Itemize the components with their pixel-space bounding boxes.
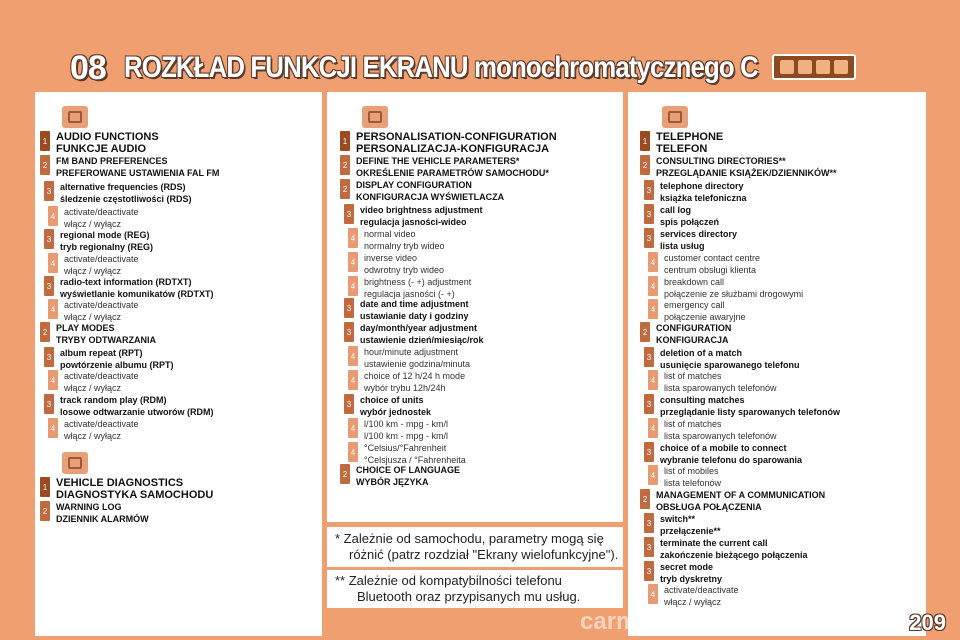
level-marker: 4: [648, 465, 658, 485]
level-marker: 2: [340, 464, 350, 484]
level-marker: 3: [644, 347, 654, 367]
menu-entry: [44, 394, 214, 418]
menu-entry-text: choice of 12 h/24 h mode wybór trybu 12h/24h: [364, 371, 466, 393]
menu-entry-text: activate/deactivate włącz / wyłącz: [64, 419, 139, 441]
footnote-1-line-1: * Zależnie od samochodu, parametry mogą się: [335, 531, 604, 546]
level-marker: 3: [344, 394, 354, 414]
menu-entry: [644, 180, 747, 204]
menu-entry-text: album repeat (RPT) powtórzenie albumu (RPT): [60, 348, 174, 370]
menu-entry: [44, 276, 214, 300]
menu-entry: [344, 298, 469, 322]
level-marker: 4: [348, 228, 358, 248]
level-marker: 4: [48, 370, 58, 390]
menu-entry-text: DEFINE THE VEHICLE PARAMETERS* OKREŚLENIE PARAMETRÓW SAMOCHODU*: [356, 156, 549, 178]
menu-entry: [348, 370, 465, 394]
menu-entry: [640, 155, 837, 179]
menu-entry-text: consulting matches przeglądanie listy sparowanych telefonów: [660, 395, 841, 417]
menu-entry-text: °Celsius/°Fahrenheit °Celsjusza / °Fahrenheita: [364, 443, 466, 465]
menu-entry: [640, 131, 723, 155]
menu-entry: [648, 418, 777, 442]
menu-entry: [40, 501, 149, 525]
footnote-2-line-1: ** Zależnie od kompatybilności telefonu: [335, 573, 562, 588]
menu-entry-text: activate/deactivate włącz / wyłącz: [64, 254, 139, 276]
menu-entry-text: activate/deactivate włącz / wyłącz: [64, 300, 139, 322]
menu-entry: [44, 181, 192, 205]
menu-entry-text: breakdown call połączenie ze służbami drogowymi: [664, 277, 804, 299]
level-marker: 2: [340, 179, 350, 199]
menu-entry: [344, 322, 484, 346]
level-marker: 4: [348, 442, 358, 462]
level-marker: 3: [644, 513, 654, 533]
menu-entry-text: list of matches lista sparowanych telefonów: [664, 419, 777, 441]
menu-entry-text: FM BAND PREFERENCES PREFEROWANE USTAWIENIA FAL FM: [56, 156, 220, 178]
menu-entry: [648, 465, 721, 489]
menu-entry-text: PLAY MODES TRYBY ODTWARZANIA: [56, 323, 156, 345]
level-marker: 4: [648, 252, 658, 272]
level-marker: 3: [644, 228, 654, 248]
menu-entry-text: radio-text information (RDTXT) wyświetlanie komunikatów (RDTXT): [60, 277, 214, 299]
menu-entry-text: terminate the current call zakończenie bieżącego połączenia: [660, 538, 808, 560]
level-marker: 3: [644, 394, 654, 414]
level-marker: 1: [640, 131, 650, 151]
menu-entry-text: MANAGEMENT OF A COMMUNICATION OBSŁUGA POŁĄCZENIA: [656, 490, 826, 512]
menu-entry-text: AUDIO FUNCTIONS FUNKCJE AUDIO: [56, 131, 159, 155]
menu-entry-text: PERSONALISATION-CONFIGURATION PERSONALIZACJA-KONFIGURACJA: [356, 131, 557, 155]
level-marker: 3: [644, 180, 654, 200]
level-marker: 4: [648, 299, 658, 319]
menu-entry-text: video brightness adjustment regulacja jasności-wideo: [360, 205, 483, 227]
level-marker: 3: [644, 537, 654, 557]
menu-entry-text: hour/minute adjustment ustawienie godzina/minuta: [364, 347, 471, 369]
menu-entry-text: normal video normalny tryb wideo: [364, 229, 445, 251]
menu-entry: [644, 442, 802, 466]
level-marker: 3: [44, 276, 54, 296]
menu-entry: [344, 394, 431, 418]
level-marker: 2: [640, 322, 650, 342]
level-marker: 2: [640, 489, 650, 509]
menu-entry: [48, 370, 139, 394]
menu-entry-text: choice of a mobile to connect wybranie telefonu do sparowania: [660, 443, 803, 465]
menu-entry: [648, 370, 777, 394]
menu-entry: [40, 477, 213, 501]
wrench-icon: [62, 452, 88, 474]
level-marker: 4: [648, 418, 658, 438]
level-marker: 4: [48, 299, 58, 319]
level-marker: 4: [348, 370, 358, 390]
menu-entry: [644, 561, 722, 585]
menu-entry: [40, 131, 159, 155]
level-marker: 3: [44, 229, 54, 249]
menu-entry-text: DISPLAY CONFIGURATION KONFIGURACJA WYŚWIETLACZA: [356, 180, 505, 202]
menu-entry: [640, 489, 825, 513]
level-marker: 2: [640, 155, 650, 175]
menu-entry: [648, 584, 739, 608]
menu-entry: [644, 347, 800, 371]
menu-entry: [48, 418, 139, 442]
menu-entry-text: CONFIGURATION KONFIGURACJA: [656, 323, 732, 345]
menu-entry-text: inverse video odwrotny tryb wideo: [364, 253, 445, 275]
level-marker: 4: [48, 253, 58, 273]
level-marker: 2: [40, 155, 50, 175]
menu-entry-text: CHOICE OF LANGUAGE WYBÓR JĘZYKA: [356, 465, 461, 487]
level-marker: 3: [44, 347, 54, 367]
level-marker: 4: [348, 418, 358, 438]
menu-entry-text: call log spis połączeń: [660, 205, 720, 227]
audio-icon: [62, 106, 88, 128]
menu-entry: [348, 442, 466, 466]
level-marker: 3: [44, 394, 54, 414]
menu-entry: [644, 394, 840, 418]
menu-entry: [644, 537, 808, 561]
menu-entry: [648, 252, 760, 276]
level-marker: 1: [40, 131, 50, 151]
menu-entry: [340, 131, 557, 155]
menu-entry: [344, 204, 483, 228]
menu-entry-text: switch** przełączenie**: [660, 514, 721, 536]
menu-entry: [48, 253, 139, 277]
menu-entry-text: brightness (- +) adjustment regulacja jasności (- +): [364, 277, 472, 299]
menu-entry-text: alternative frequencies (RDS) śledzenie częstotliwości (RDS): [60, 182, 192, 204]
menu-entry: [340, 155, 549, 179]
menu-entry: [644, 204, 719, 228]
footnote-2-line-2: Bluetooth oraz przypisanych mu usług.: [357, 589, 581, 604]
page-title: ROZKŁAD FUNKCJI EKRANU monochromatycznego C: [123, 51, 758, 84]
menu-entry-text: customer contact centre centrum obsługi klienta: [664, 253, 761, 275]
menu-entry: [644, 228, 737, 252]
level-marker: 3: [644, 561, 654, 581]
phone-icon: [662, 106, 688, 128]
level-marker: 1: [40, 477, 50, 497]
menu-entry-text: WARNING LOG DZIENNIK ALARMÓW: [56, 502, 149, 524]
menu-entry-text: regional mode (REG) tryb regionalny (REG): [60, 230, 154, 252]
level-marker: 3: [344, 322, 354, 342]
menu-entry-text: services directory lista usług: [660, 229, 738, 251]
level-marker: 4: [348, 252, 358, 272]
menu-entry-text: l/100 km - mpg - km/l l/100 km - mpg - km/l: [364, 419, 449, 441]
level-marker: 4: [348, 276, 358, 296]
menu-entry: [40, 322, 156, 346]
menu-entry: [348, 276, 471, 300]
level-marker: 4: [348, 346, 358, 366]
level-marker: 4: [648, 276, 658, 296]
level-marker: 2: [40, 501, 50, 521]
menu-entry: [348, 228, 445, 252]
menu-entry-text: secret mode tryb dyskretny: [660, 562, 723, 584]
menu-entry-text: activate/deactivate włącz / wyłącz: [64, 371, 139, 393]
level-marker: 3: [344, 204, 354, 224]
level-marker: 3: [44, 181, 54, 201]
menu-entry: [348, 252, 444, 276]
menu-entry-text: track random play (RDM) losowe odtwarzanie utworów (RDM): [60, 395, 214, 417]
level-marker: 4: [48, 418, 58, 438]
menu-entry-text: telephone directory książka telefoniczna: [660, 181, 747, 203]
menu-entry-text: choice of units wybór jednostek: [360, 395, 432, 417]
menu-entry: [644, 513, 721, 537]
menu-entry-text: activate/deactivate włącz / wyłącz: [64, 207, 139, 229]
function-icons-strip: [772, 54, 856, 80]
level-marker: 3: [644, 442, 654, 462]
menu-entry: [44, 347, 174, 371]
settings-icon: [362, 106, 388, 128]
page-number: 209: [909, 610, 946, 635]
menu-entry: [40, 155, 219, 179]
menu-entry: [648, 299, 746, 323]
menu-entry-text: deletion of a match usunięcie sparowanego telefonu: [660, 348, 800, 370]
level-marker: 2: [340, 155, 350, 175]
menu-entry: [348, 346, 470, 370]
menu-entry-text: emergency call połączenie awaryjne: [664, 300, 746, 322]
menu-entry: [48, 206, 139, 230]
chapter-number: 08: [70, 48, 106, 87]
menu-entry-text: date and time adjustment ustawianie daty i godziny: [360, 299, 469, 321]
level-marker: 3: [344, 298, 354, 318]
menu-entry-text: activate/deactivate włącz / wyłącz: [664, 585, 739, 607]
menu-entry-text: list of mobiles lista telefonów: [664, 466, 722, 488]
menu-entry: [348, 418, 448, 442]
menu-entry-text: CONSULTING DIRECTORIES** PRZEGLĄDANIE KSIĄŻEK/DZIENNIKÓW**: [656, 156, 837, 178]
level-marker: 1: [340, 131, 350, 151]
menu-entry: [340, 464, 460, 488]
footnote-2-box: [327, 570, 623, 608]
level-marker: 3: [644, 204, 654, 224]
menu-entry: [648, 276, 803, 300]
menu-entry-text: VEHICLE DIAGNOSTICS DIAGNOSTYKA SAMOCHODU: [56, 477, 214, 501]
menu-entry: [640, 322, 731, 346]
level-marker: 2: [40, 322, 50, 342]
menu-entry: [48, 299, 139, 323]
footnote-1-line-2: różnić (patrz rozdział "Ekrany wielofunkcyjne").: [349, 547, 619, 562]
level-marker: 4: [48, 206, 58, 226]
level-marker: 4: [648, 370, 658, 390]
watermark: carmanualsonline.info: [580, 608, 835, 635]
header: [70, 46, 861, 90]
menu-entry: [340, 179, 504, 203]
menu-entry: [44, 229, 153, 253]
level-marker: 4: [648, 584, 658, 604]
menu-entry-text: TELEPHONE TELEFON: [656, 131, 724, 155]
footnote-1-box: [327, 527, 623, 567]
menu-entry-text: day/month/year adjustment ustawienie dzień/miesiąc/rok: [360, 323, 484, 345]
menu-entry-text: list of matches lista sparowanych telefonów: [664, 371, 777, 393]
